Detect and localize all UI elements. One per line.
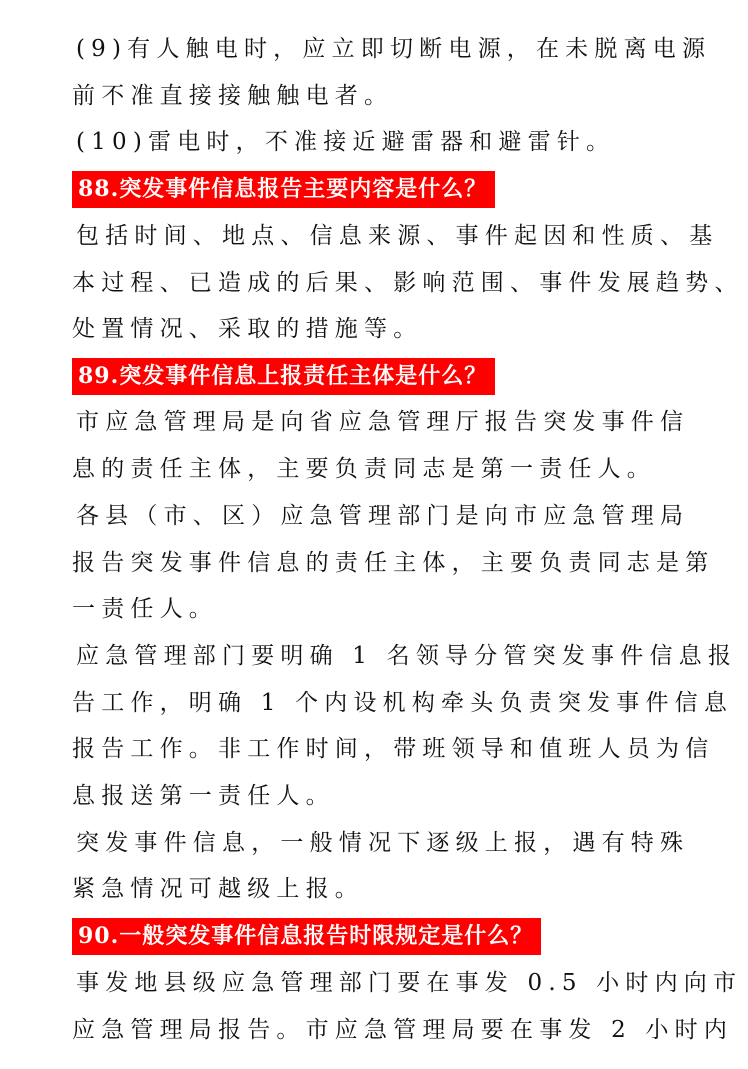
q89-line-5: 一责任人。: [72, 596, 218, 622]
q88-line-3: 处置情况、采取的措施等。: [72, 316, 423, 342]
heading-q90: 90.一般突发事件信息报告时限规定是什么？: [72, 918, 541, 955]
q88-line-2: 本过程、已造成的后果、影响范围、事件发展趋势、: [72, 270, 744, 296]
q89-line-1: 市应急管理局是向省应急管理厅报告突发事件信: [76, 409, 690, 435]
q90-line-1: 事发地县级应急管理部门要在事发 0.5 小时内向市: [76, 970, 743, 996]
q89-line-3: 各县（市、区）应急管理部门是向市应急管理局: [76, 503, 690, 529]
q89-line-9: 息报送第一责任人。: [72, 783, 335, 809]
heading-q88: 88.突发事件信息报告主要内容是什么？: [72, 171, 495, 208]
text-line-10: (10)雷电时，不准接近避雷器和避雷针。: [76, 129, 616, 155]
q89-line-11: 紧急情况可越级上报。: [72, 876, 364, 902]
heading-q89: 89.突发事件信息上报责任主体是什么？: [72, 358, 495, 395]
text-line-9-1: (9)有人触电时，应立即切断电源，在未脱离电源: [76, 36, 712, 62]
q89-line-10: 突发事件信息，一般情况下逐级上报，遇有特殊: [76, 830, 690, 856]
q89-line-6: 应急管理部门要明确 1 名领导分管突发事件信息报: [76, 643, 738, 669]
q89-line-4: 报告突发事件信息的责任主体，主要负责同志是第: [72, 550, 715, 576]
q89-line-2: 息的责任主体，主要负责同志是第一责任人。: [72, 456, 656, 482]
q89-line-8: 报告工作。非工作时间，带班领导和值班人员为信: [72, 736, 715, 762]
q88-line-1: 包括时间、地点、信息来源、事件起因和性质、基: [76, 223, 719, 249]
q89-line-7: 告工作，明确 1 个内设机构牵头负责突发事件信息: [72, 690, 734, 716]
text-line-9-2: 前不准直接接触触电者。: [72, 83, 394, 109]
q90-line-2: 应急管理局报告。市应急管理局要在事发 2 小时内: [72, 1017, 734, 1043]
